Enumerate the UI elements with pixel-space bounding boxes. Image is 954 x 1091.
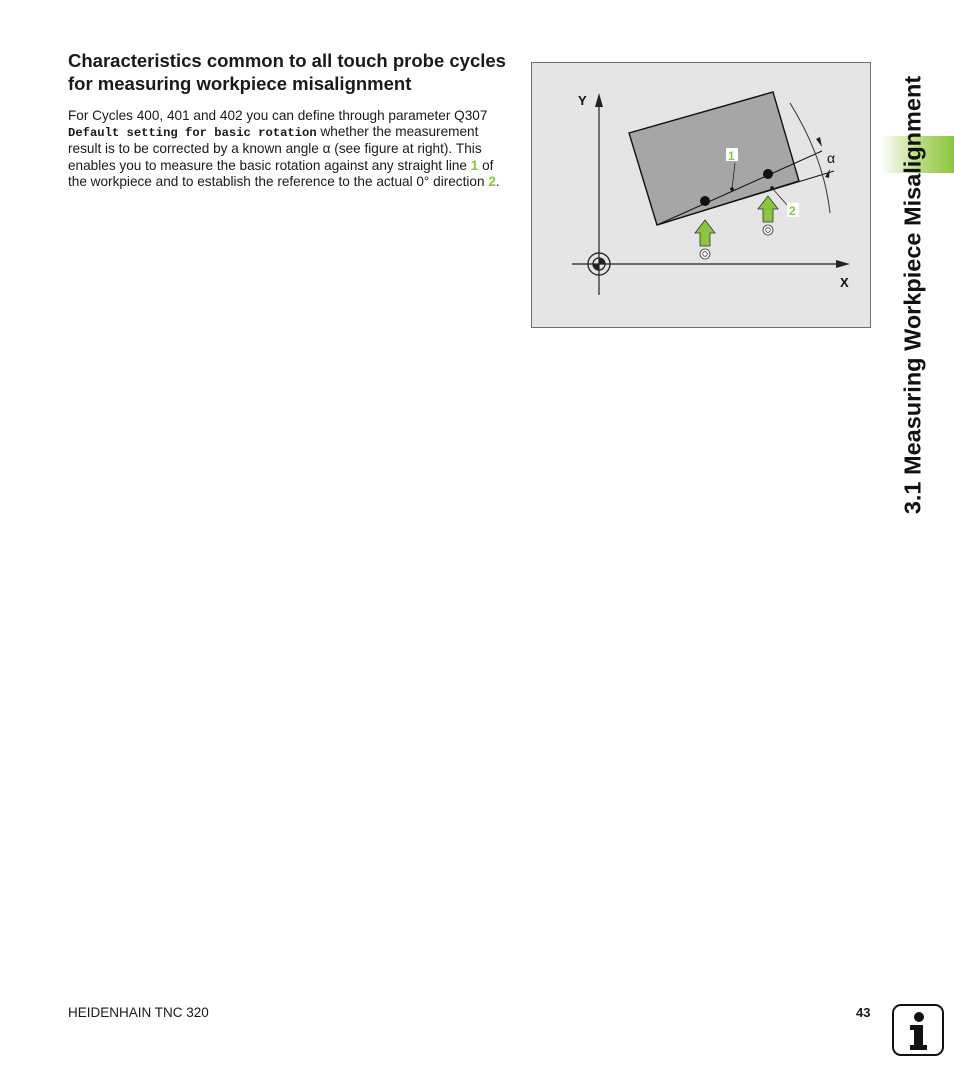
reference-1: 1: [470, 157, 479, 173]
probe-icon-1: [700, 249, 710, 259]
paragraph-text-2: whether the measurement result is to be corrected by a known angle: [68, 124, 479, 157]
callout-2: 2: [789, 204, 796, 218]
probe-point-1: [700, 196, 710, 206]
paragraph-text-3: (see figure at right). This enables you to measure the basic rotation against any straight line: [68, 141, 482, 173]
alpha-label: α: [827, 150, 836, 166]
probe-icon-2: [763, 225, 773, 235]
page-number: 43: [856, 1005, 871, 1020]
info-icon: [892, 1004, 944, 1056]
paragraph-text-4: of the workpiece and to establish the reference to the actual 0° direction: [68, 157, 494, 189]
paragraph-text-5: .: [495, 173, 500, 189]
section-paragraph: [68, 108, 513, 190]
chapter-title-text: 3.1 Measuring Workpiece Misalignment: [899, 75, 926, 515]
x-axis-arrowhead: [836, 260, 850, 268]
x-axis-label: X: [840, 275, 849, 290]
callout-leader-2: [772, 188, 787, 205]
angle-arrowhead-top: [816, 137, 822, 147]
probe-arrow-1: [695, 220, 715, 246]
alpha-symbol: α: [322, 141, 331, 157]
section-heading: Characteristics common to all touch probe cycles for measuring workpiece misalignment: [68, 50, 506, 94]
misalignment-figure: [531, 62, 871, 328]
reference-2: 2: [488, 173, 496, 189]
probe-arrow-2: [758, 196, 778, 222]
angle-arc: [790, 103, 830, 213]
probe-point-2: [763, 169, 773, 179]
y-axis-arrowhead: [595, 93, 603, 107]
parameter-name: Default setting for basic rotation: [68, 126, 317, 141]
footer-product: HEIDENHAIN TNC 320: [68, 1005, 209, 1020]
paragraph-text-1: For Cycles 400, 401 and 402 you can define through parameter Q307: [68, 108, 488, 123]
callout-1: 1: [728, 149, 735, 163]
y-axis-label: Y: [578, 93, 587, 108]
